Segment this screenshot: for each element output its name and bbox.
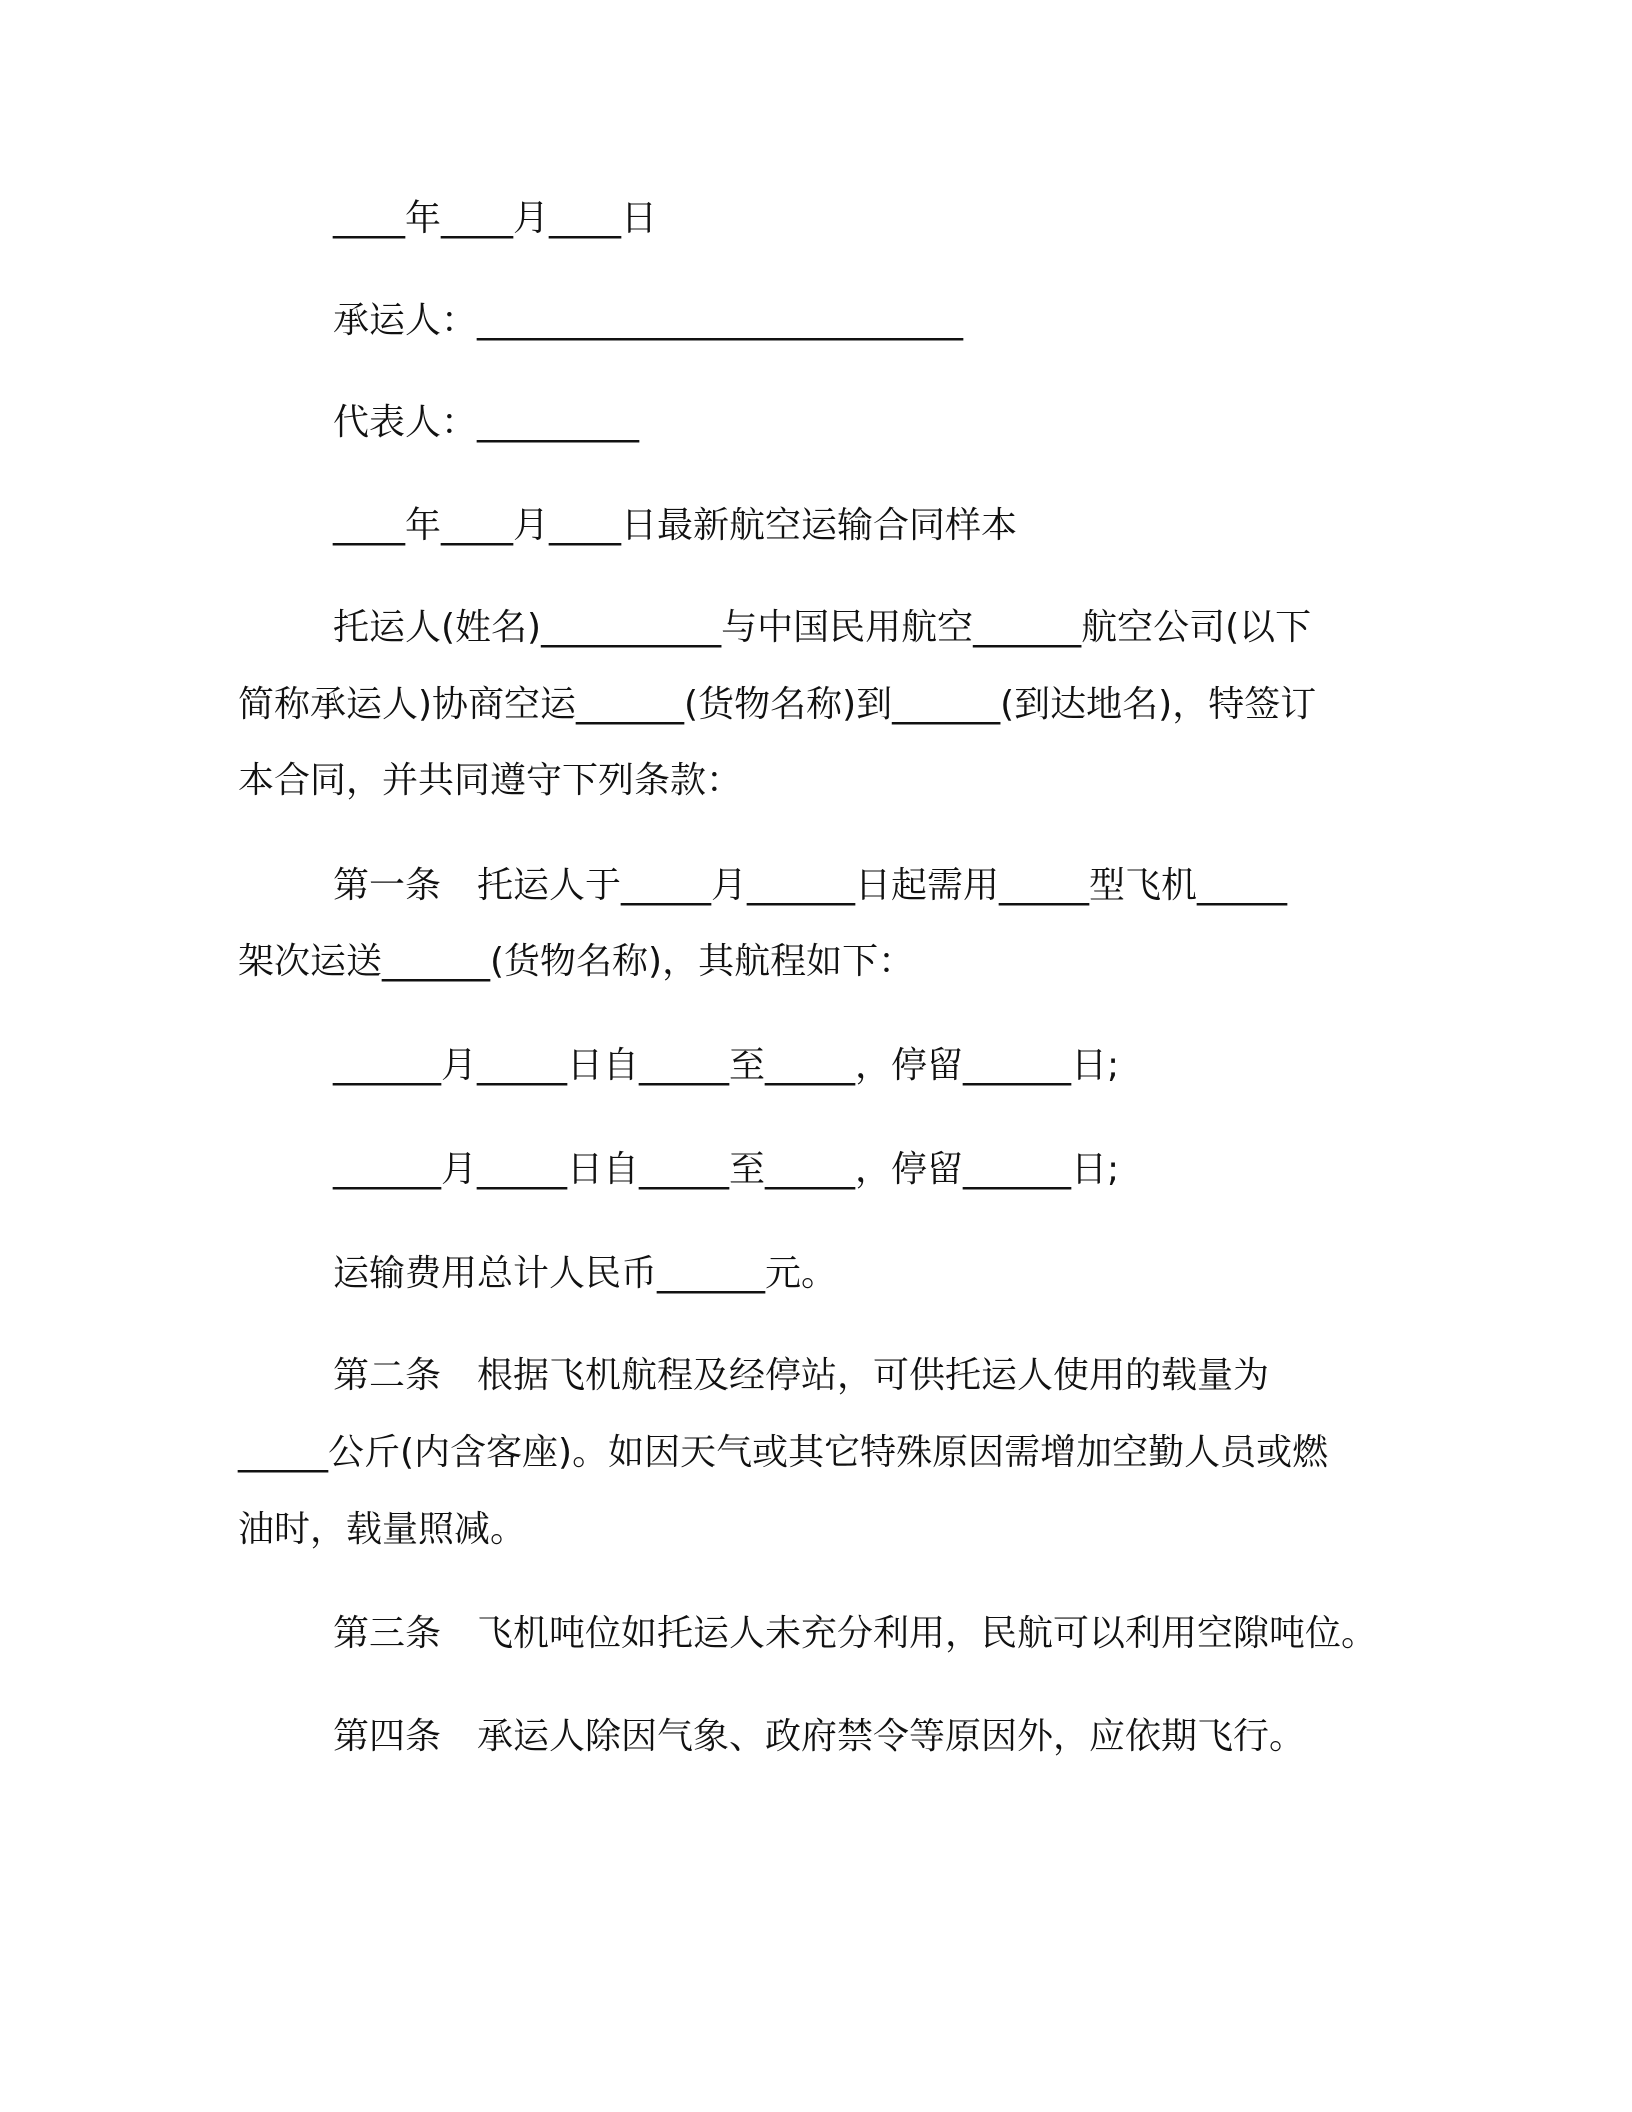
article-2-line-2: _____公斤(内含客座)。如因天气或其它特殊原因需增加空勤人员或燃 — [238, 1432, 1329, 1473]
route-line-2: ______月_____日自_____至_____，停留______日; — [333, 1149, 1120, 1190]
intro-line-2: 简称承运人)协商空运______(货物名称)到______(到达地名)，特签订 — [238, 684, 1317, 725]
route-line-1: ______月_____日自_____至_____，停留______日; — [333, 1045, 1120, 1086]
article-1-line-1: 第一条 托运人于_____月______日起需用_____型飞机_____ — [333, 865, 1288, 906]
carrier-line: 承运人：___________________________ — [333, 300, 964, 341]
representative-line: 代表人：_________ — [333, 402, 640, 443]
article-2-line-3: 油时，载量照减。 — [238, 1509, 527, 1550]
document-title-line: ____年____月____日最新航空运输合同样本 — [333, 505, 1018, 546]
article-3-line-1: 第三条 飞机吨位如托运人未充分利用，民航可以利用空隙吨位。 — [333, 1613, 1378, 1654]
fee-line: 运输费用总计人民币______元。 — [333, 1253, 838, 1294]
article-2-line-1: 第二条 根据飞机航程及经停站，可供托运人使用的载量为 — [333, 1355, 1270, 1396]
article-1-line-2: 架次运送______(货物名称)，其航程如下： — [238, 941, 915, 982]
article-4-line-1: 第四条 承运人除因气象、政府禁令等原因外，应依期飞行。 — [333, 1716, 1306, 1757]
intro-line-1: 托运人(姓名)__________与中国民用航空______航空公司(以下 — [333, 607, 1312, 648]
intro-line-3: 本合同，并共同遵守下列条款： — [238, 760, 743, 801]
date-line: ____年____月____日 — [333, 198, 658, 239]
